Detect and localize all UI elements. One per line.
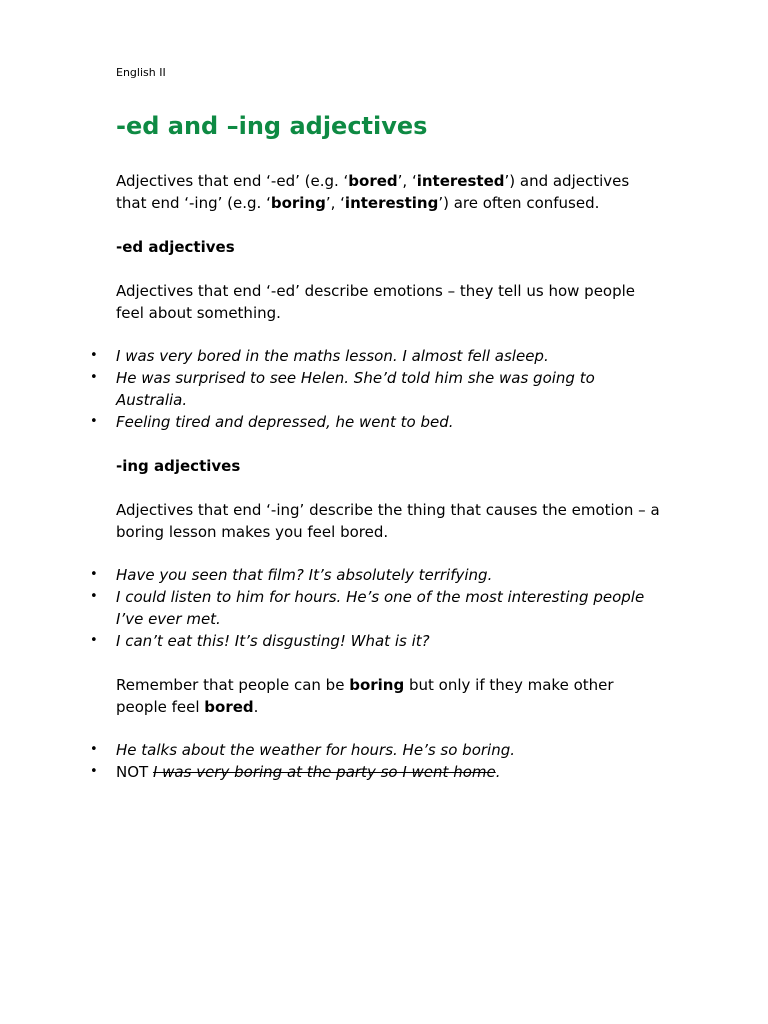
ing-section-description: Adjectives that end ‘-ing’ describe the thing that causes the emotion – a boring lesson makes you feel bored. <box>116 501 660 541</box>
term-bored: bored <box>204 698 254 716</box>
ed-section-heading: -ed adjectives <box>116 238 235 256</box>
intro-paragraph: Adjectives that end ‘-ed’ (e.g. ‘bored’, ‘interested’) and adjectives that end ‘-ing’ (e.g. ‘boring’, ‘interesting’) are often confused. <box>116 172 630 212</box>
list-item <box>90 630 661 652</box>
page-title: -ed and –ing adjectives <box>116 112 428 140</box>
list-item: • NOT I was very boring at the party so I went home. <box>90 763 501 781</box>
bullet-icon: • <box>90 414 98 429</box>
ing-section-heading: -ing adjectives <box>116 457 241 475</box>
list-item <box>90 586 661 630</box>
bullet-icon: • <box>90 742 98 757</box>
term-interested: interested <box>416 172 505 190</box>
not-label: NOT <box>116 763 153 781</box>
ed-section-description: Adjectives that end ‘-ed’ describe emotions – they tell us how people feel about something. <box>116 282 636 322</box>
term-bored: bored <box>348 172 398 190</box>
bullet-icon: • <box>90 567 98 582</box>
list-item <box>90 345 661 367</box>
example-text: He was surprised to see Helen. She’d told him she was going to Australia. <box>116 369 595 409</box>
bullet-icon: • <box>90 370 98 385</box>
list-item <box>90 739 661 761</box>
struck-example: I was very boring at the party so I went home <box>152 763 496 781</box>
example-text: Have you seen that film? It’s absolutely terrifying. <box>116 566 493 584</box>
example-text: I was very bored in the maths lesson. I almost fell asleep. <box>116 347 549 365</box>
list-item <box>90 411 661 433</box>
example-text: He talks about the weather for hours. He’s so boring. <box>116 741 516 759</box>
bullet-icon: • <box>90 764 98 779</box>
example-text: I could listen to him for hours. He’s one of the most interesting people I’ve ever met. <box>116 588 645 628</box>
example-text: I can’t eat this! It’s disgusting! What is it? <box>116 632 430 650</box>
remember-paragraph: Remember that people can be boring but only if they make other people feel bored. <box>116 676 614 716</box>
example-text: Feeling tired and depressed, he went to bed. <box>116 413 454 431</box>
bullet-icon: • <box>90 589 98 604</box>
term-boring: boring <box>270 194 326 212</box>
document-header: English II <box>116 66 166 79</box>
term-boring: boring <box>349 676 405 694</box>
term-interesting: interesting <box>344 194 439 212</box>
bullet-icon: • <box>90 633 98 648</box>
bullet-icon: • <box>90 348 98 363</box>
list-item <box>90 367 661 411</box>
list-item <box>90 564 661 586</box>
